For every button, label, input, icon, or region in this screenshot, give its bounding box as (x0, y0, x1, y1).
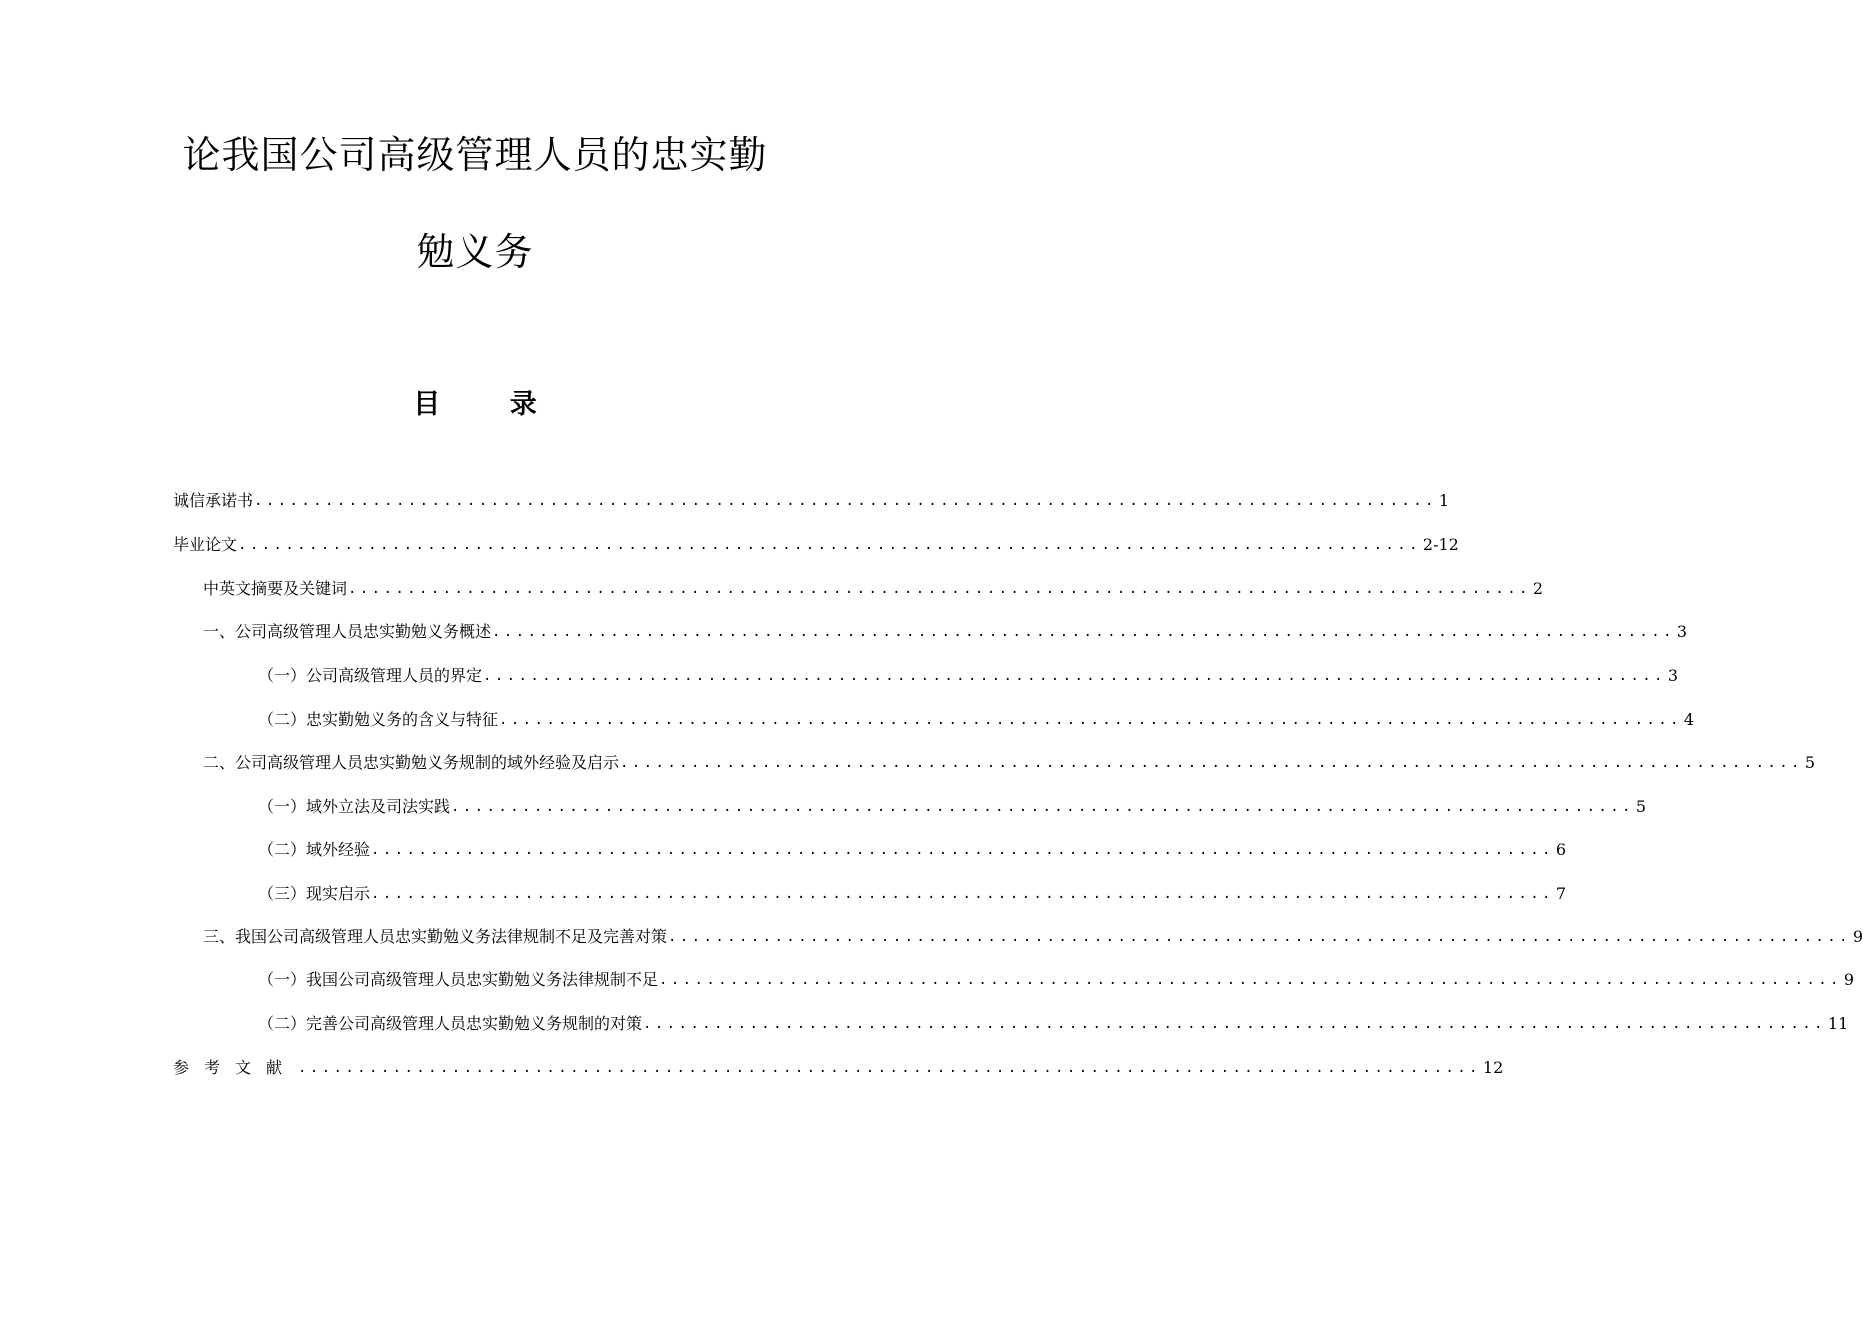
toc-leader-dots: .................................................................................................... (371, 842, 1554, 858)
toc-entry-references[interactable] (173, 1051, 1504, 1085)
toc-entry-page: 3 (1667, 666, 1679, 685)
toc-leader-dots: .................................................................................................... (298, 1060, 1481, 1076)
toc-entry-page: 9 (1852, 927, 1863, 946)
toc-entry-page: 5 (1635, 797, 1647, 816)
toc-entry-chapter-3[interactable] (203, 920, 1863, 954)
toc-leader-dots: .................................................................................................... (238, 537, 1421, 553)
toc-leader-dots: .................................................................................................... (668, 929, 1851, 945)
toc-entry-text: 中英文摘要及关键词 (203, 579, 348, 598)
toc-entry-text: （一）公司高级管理人员的界定 (258, 666, 483, 685)
document-title-line-1: 论我国公司高级管理人员的忠实勤 (182, 133, 768, 177)
toc-entry-text: 二、公司高级管理人员忠实勤勉义务规制的域外经验及启示 (203, 753, 620, 772)
toc-entry-text: 诚信承诺书 (173, 491, 254, 510)
toc-entry-text: （二）忠实勤勉义务的含义与特征 (258, 710, 499, 729)
toc-entry-pledge[interactable] (173, 484, 1450, 518)
toc-entry-page: 12 (1482, 1058, 1504, 1077)
toc-entry-page: 6 (1555, 840, 1567, 859)
toc-entry-page: 9 (1843, 970, 1855, 989)
toc-entry-page: 11 (1827, 1014, 1849, 1033)
toc-entry-page: 7 (1555, 884, 1567, 903)
toc-entry-text: （一）域外立法及司法实践 (258, 797, 451, 816)
toc-entry-text: （三）现实启示 (258, 884, 371, 903)
toc-entry-page: 4 (1683, 710, 1695, 729)
toc-entry-section-2-2[interactable] (258, 833, 1567, 867)
toc-entry-section-1-1[interactable] (258, 659, 1679, 693)
toc-entry-section-3-1[interactable] (258, 963, 1855, 997)
toc-entry-section-2-1[interactable] (258, 790, 1647, 824)
toc-entry-page: 3 (1676, 622, 1688, 641)
toc-entry-chapter-1[interactable] (203, 615, 1688, 649)
toc-entry-text: 一、公司高级管理人员忠实勤勉义务概述 (203, 622, 492, 641)
toc-entry-text: （一）我国公司高级管理人员忠实勤勉义务法律规制不足 (258, 970, 659, 989)
toc-leader-dots: .................................................................................................... (620, 755, 1803, 771)
toc-entry-text: （二）完善公司高级管理人员忠实勤勉义务规制的对策 (258, 1014, 643, 1033)
toc-entry-section-1-2[interactable] (258, 703, 1695, 737)
toc-entry-text: 三、我国公司高级管理人员忠实勤勉义务法律规制不足及完善对策 (203, 927, 668, 946)
toc-entry-text: （二）域外经验 (258, 840, 371, 859)
toc-entry-abstract[interactable] (203, 572, 1544, 606)
toc-entry-page: 2-12 (1422, 535, 1459, 554)
toc-entry-section-2-3[interactable] (258, 877, 1567, 911)
toc-entry-page: 2 (1532, 579, 1544, 598)
toc-entry-page: 5 (1804, 753, 1816, 772)
toc-entry-page: 1 (1438, 491, 1450, 510)
toc-leader-dots: .................................................................................................... (492, 624, 1675, 640)
toc-leader-dots: .................................................................................................... (348, 581, 1531, 597)
toc-leader-dots: .................................................................................................... (254, 493, 1437, 509)
document-title-line-2: 勉义务 (416, 230, 534, 274)
toc-heading: 目 录 (413, 389, 567, 420)
toc-entry-thesis[interactable] (173, 528, 1459, 562)
toc-leader-dots: .................................................................................................... (371, 886, 1554, 902)
toc-leader-dots: .................................................................................................... (659, 972, 1842, 988)
toc-entry-chapter-2[interactable] (203, 746, 1816, 780)
toc-entry-text: 参考文献 (173, 1058, 298, 1077)
toc-entry-text: 毕业论文 (173, 535, 238, 554)
toc-leader-dots: .................................................................................................... (643, 1016, 1826, 1032)
toc-leader-dots: .................................................................................................... (499, 712, 1682, 728)
toc-leader-dots: .................................................................................................... (451, 799, 1634, 815)
toc-leader-dots: .................................................................................................... (483, 668, 1666, 684)
toc-entry-section-3-2[interactable] (258, 1007, 1849, 1041)
